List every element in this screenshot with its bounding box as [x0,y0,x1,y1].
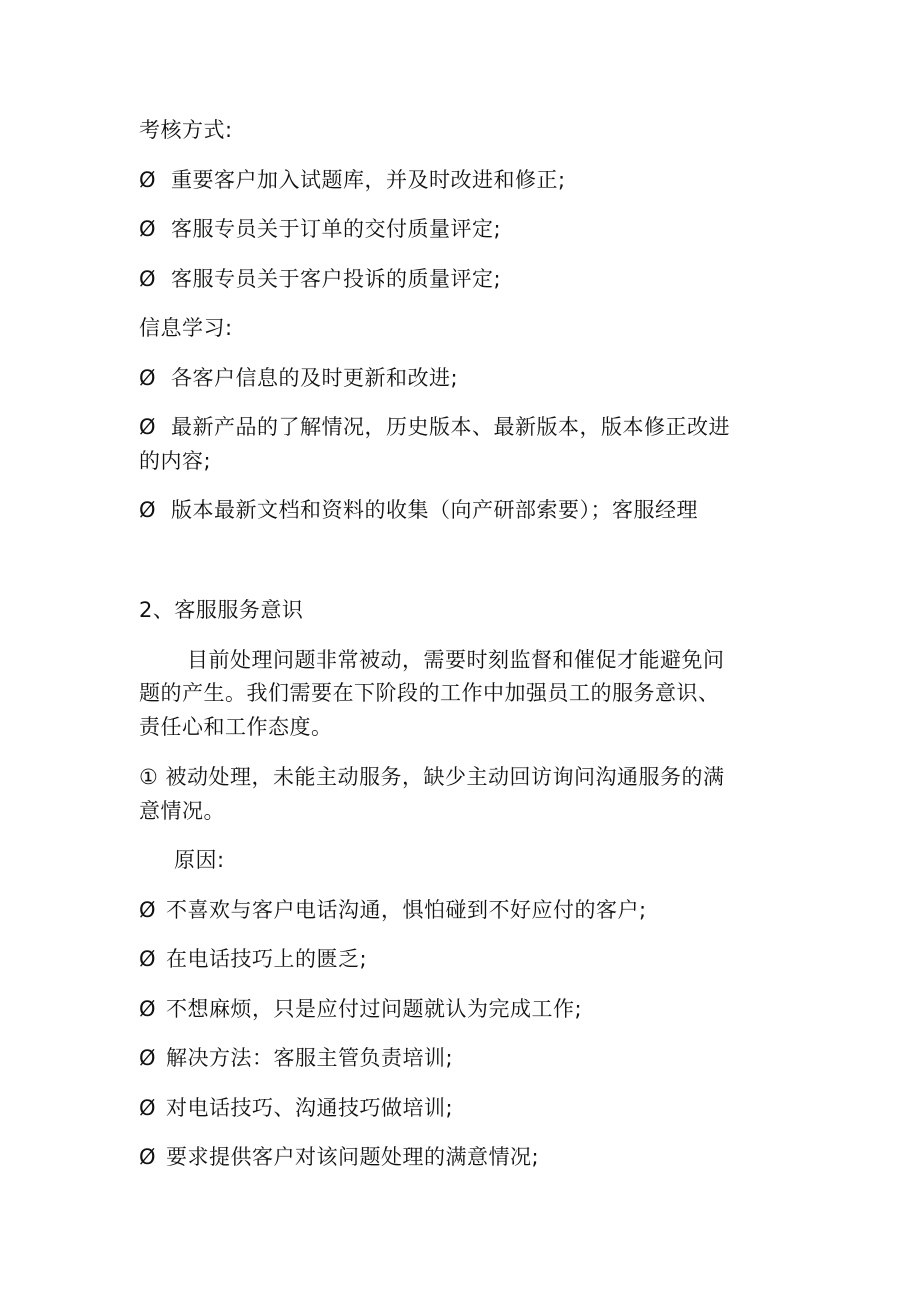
bullet-icon: Ø [139,947,157,971]
list-item: Ø 要求提供客户对该问题处理的满意情况; [139,1141,539,1173]
list-item: Ø 对电话技巧、沟通技巧做培训; [139,1092,453,1124]
cause-heading: 原因: [174,848,225,872]
numbered-point-continuation: 意情况。 [139,799,225,823]
assessment-heading: 考核方式: [139,118,233,142]
list-item: Ø 重要客户加入试题库，并及时改进和修正; [139,164,566,196]
bullet-icon: Ø [139,168,157,192]
paragraph-line: 责任心和工作态度。 [139,715,333,739]
list-item: Ø 版本最新文档和资料的收集（向产研部索要）；客服经理 [139,494,698,526]
paragraph-line: 题的产生。我们需要在下阶段的工作中加强员工的服务意识、 [139,681,720,705]
circled-one-icon: ① [139,765,159,789]
bullet-icon: Ø [139,217,157,241]
bullet-icon: Ø [139,366,157,390]
list-item: Ø 不想麻烦，只是应付过问题就认为完成工作; [139,993,582,1025]
bullet-icon: Ø [139,1046,157,1070]
bullet-icon: Ø [139,1096,157,1120]
list-item: Ø 客服专员关于订单的交付质量评定; [139,213,501,245]
paragraph-line: 目前处理问题非常被动，需要时刻监督和催促才能避免问 [187,648,725,672]
bullet-icon: Ø [139,997,157,1021]
bullet-icon: Ø [139,415,157,439]
list-item-continuation: 的内容; [139,449,212,473]
list-item: Ø 解决方法：客服主管负责培训; [139,1042,453,1074]
bullet-icon: Ø [139,267,157,291]
list-item: Ø 在电话技巧上的匮乏; [139,943,367,975]
list-item: Ø 不喜欢与客户电话沟通，惧怕碰到不好应付的客户; [139,894,647,926]
bullet-icon: Ø [139,898,157,922]
bullet-icon: Ø [139,498,157,522]
list-item: Ø 各客户信息的及时更新和改进; [139,362,458,394]
section-title: 2、客服服务意识 [139,598,304,622]
bullet-icon: Ø [139,1145,157,1169]
list-item: Ø 最新产品的了解情况，历史版本、最新版本，版本修正改进 [139,411,730,443]
list-item: Ø 客服专员关于客户投诉的质量评定; [139,263,501,295]
numbered-point: ① 被动处理，未能主动服务，缺少主动回访询问沟通服务的满 [139,765,725,789]
learning-heading: 信息学习: [139,316,233,340]
